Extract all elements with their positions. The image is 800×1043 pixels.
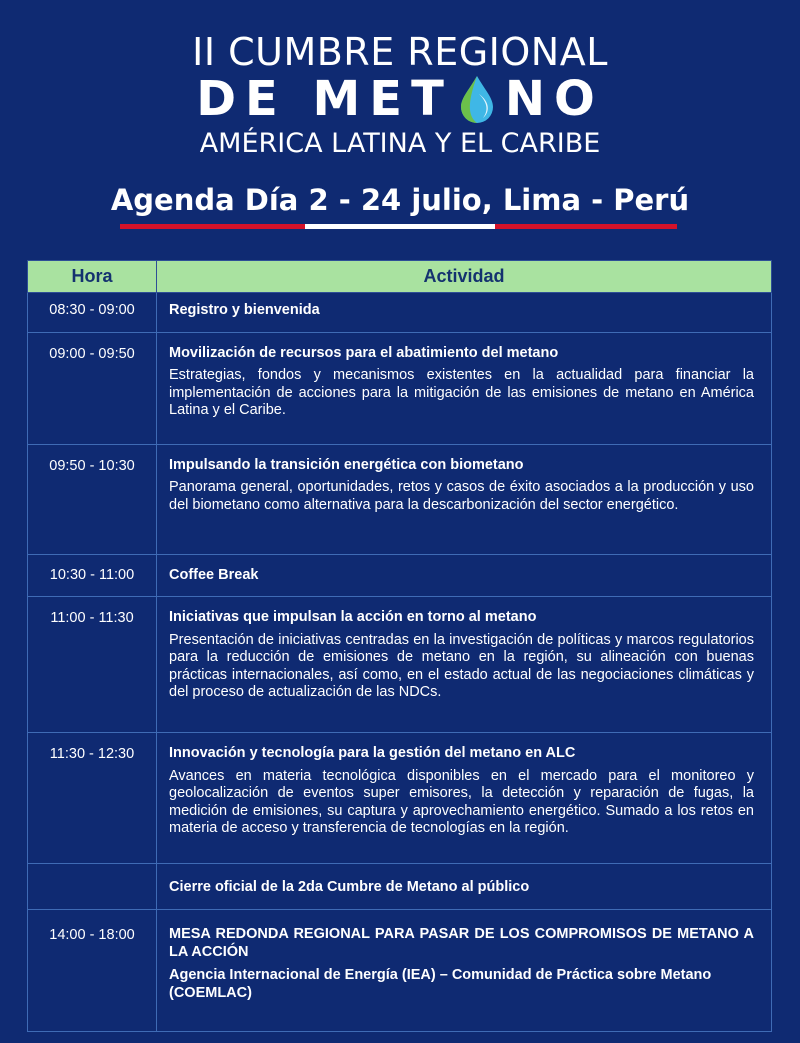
- agenda-row: [28, 332, 772, 444]
- agenda-time: 09:50 - 10:30: [28, 444, 157, 554]
- agenda-activity: [157, 864, 772, 910]
- activity-title: Cierre oficial de la 2da Cumbre de Metano al público: [169, 879, 530, 895]
- agenda-table: [27, 260, 772, 1032]
- activity-description: Panorama general, oportunidades, retos y casos de éxito asociados a la producción y uso del biometano como alternativa para la descarbonización del sector energético.: [169, 479, 754, 513]
- event-title-line2: [0, 71, 800, 127]
- column-header-hora: Hora: [28, 261, 157, 293]
- agenda-activity: [157, 444, 772, 554]
- flag-stripe-red-left: [120, 224, 305, 229]
- agenda-row: [28, 444, 772, 554]
- flag-stripe-red-right: [495, 224, 677, 229]
- activity-description: Avances en materia tecnológica disponibles en el mercado para el monitoreo y geolocalización de eventos super emisores, la detección y reparación de fugas, la medición de emisiones, su captura y aprovechamiento energético. Sumado a los retos en materia de acceso y transferencia de tecnologías en la región.: [169, 767, 754, 836]
- activity-title: Impulsando la transición energética con biometano: [169, 456, 524, 473]
- activity-title: Coffee Break: [169, 566, 259, 583]
- agenda-activity: [157, 597, 772, 733]
- agenda-activity: [157, 733, 772, 864]
- activity-title: Registro y bienvenida: [169, 302, 320, 318]
- agenda-row: [28, 733, 772, 864]
- flag-stripe-white: [305, 224, 495, 229]
- activity-title: Movilización de recursos para el abatimiento del metano: [169, 344, 559, 361]
- agenda-header-row: [28, 261, 772, 293]
- agenda-title: Agenda Día 2 - 24 julio, Lima - Perú: [110, 183, 690, 217]
- activity-description: Presentación de iniciativas centradas en la investigación de políticas y marcos regulatorios para la reducción de emisiones de metano en la región, su alineación con buenas prácticas internacionales, así como, en el estado actual de las negociaciones climáticas y del proceso de actualización de las NDCs.: [169, 631, 754, 700]
- agenda-time: 10:30 - 11:00: [28, 554, 157, 597]
- activity-description: Estrategias, fondos y mecanismos existentes en la actualidad para financiar la implementación de acciones para la mitigación de las emisiones de metano en América Latina y el Caribe.: [169, 367, 754, 418]
- event-title-line2-left: DE MET: [196, 71, 453, 127]
- agenda-row: [28, 597, 772, 733]
- methane-drop-logo-icon: [455, 74, 499, 124]
- agenda-activity: [157, 293, 772, 333]
- activity-title: MESA REDONDA REGIONAL PARA PASAR DE LOS COMPROMISOS DE METANO A LA ACCIÓN: [169, 926, 754, 960]
- agenda-activity: [157, 554, 772, 597]
- activity-title: Iniciativas que impulsan la acción en torno al metano: [169, 609, 537, 625]
- agenda-time: 11:30 - 12:30: [28, 733, 157, 864]
- agenda-activity: [157, 332, 772, 444]
- agenda-activity: [157, 910, 772, 1032]
- agenda-time: 14:00 - 18:00: [28, 910, 157, 1032]
- agenda-time: 11:00 - 11:30: [28, 597, 157, 733]
- agenda-time-empty: [28, 864, 157, 910]
- column-header-actividad: Actividad: [157, 261, 772, 293]
- activity-title: Innovación y tecnología para la gestión del metano en ALC: [169, 745, 576, 761]
- agenda-time: 09:00 - 09:50: [28, 332, 157, 444]
- event-subtitle: AMÉRICA LATINA Y EL CARIBE: [199, 128, 601, 159]
- event-title-line2-right: NO: [504, 71, 604, 127]
- agenda-row: [28, 293, 772, 333]
- agenda-time: 08:30 - 09:00: [28, 293, 157, 333]
- event-title-line1: II CUMBRE REGIONAL: [192, 30, 608, 74]
- agenda-row: [28, 910, 772, 1032]
- agenda-row-closing: [28, 864, 772, 910]
- agenda-row: [28, 554, 772, 597]
- activity-organizer: Agencia Internacional de Energía (IEA) – Comunidad de Práctica sobre Metano (COEMLAC): [169, 967, 712, 1001]
